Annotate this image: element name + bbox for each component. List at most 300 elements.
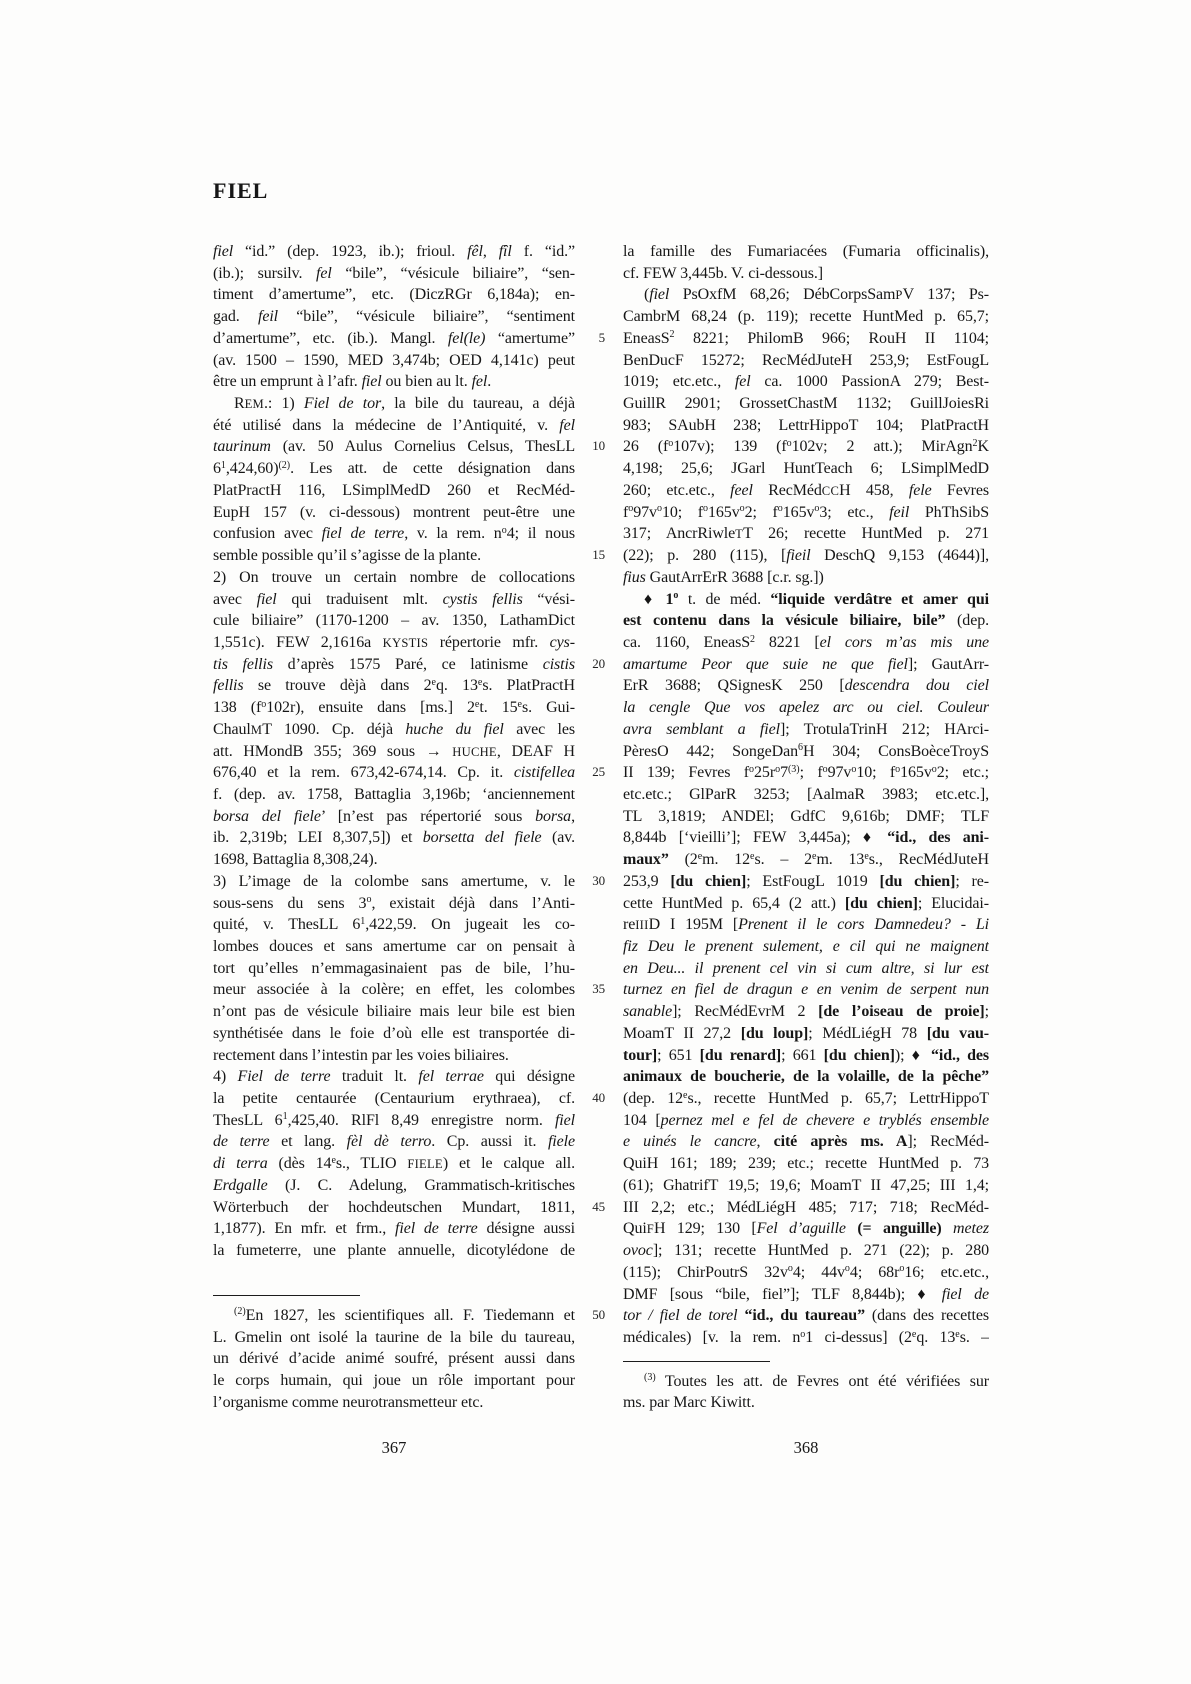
text-segment: di terra (213, 1155, 268, 1173)
text-segment: d’après 1575 Paré, ce latinisme (273, 655, 543, 673)
text-segment: 317; AncrRiwle (623, 525, 736, 543)
text-line (213, 914, 575, 936)
text-segment: tort qu’elles n’emmagasinaient pas de bile, l’hu- (213, 959, 575, 977)
line-number: 25 (592, 764, 605, 780)
text-segment: o (673, 590, 679, 602)
text-segment: f. “id.” (511, 243, 575, 260)
text-line (213, 1218, 575, 1240)
text-segment: sous-sens du sens 3 (213, 894, 367, 912)
text-segment: 8,844b [‘vieilli’]; FEW 3,445a); ♦ (623, 829, 888, 847)
text-segment: [du renard] (699, 1046, 782, 1064)
text-segment: fiel (554, 1111, 575, 1129)
text-segment: ]; GautArr- (907, 655, 989, 673)
text-segment: tor / fiel de torel (623, 1307, 738, 1325)
text-line (213, 393, 575, 415)
text-line (213, 1131, 575, 1153)
text-segment: ca. 1000 PassionA 279; Best- (750, 373, 989, 391)
text-segment: (dep. 12 (623, 1090, 684, 1108)
text-line (623, 502, 989, 524)
text-segment: e (864, 850, 869, 862)
text-segment: (61); GhatrifT 19,5; 19,6; MoamT II 47,25; III 1,4; (623, 1176, 989, 1194)
text-segment: (J. C. Adelung, Grammatisch-kritisches (267, 1176, 575, 1194)
text-segment: meur associée à la colère; en effet, les colombes (213, 981, 575, 999)
text-segment: ,422,59. On jugeait les co- (365, 916, 575, 934)
text-segment: fiel (256, 590, 277, 608)
text-segment: (dans des recettes (864, 1307, 989, 1325)
text-segment: “id., des ani- (887, 829, 989, 847)
text-segment: L. Gmelin ont isolé la taurine de la bile du taureau, (213, 1328, 575, 1346)
text-segment: gad. (213, 308, 258, 326)
text-segment: “id., du taureau” (744, 1307, 865, 1325)
text-line (623, 371, 989, 393)
text-line (623, 436, 989, 458)
text-line (213, 893, 575, 915)
text-segment: 1,1877). En mfr. et frm., (213, 1220, 396, 1238)
text-line (623, 719, 989, 741)
text-line (213, 1392, 575, 1414)
text-segment: II 139; Fevres f (623, 764, 750, 782)
text-segment: 6 (798, 742, 804, 754)
text-segment: ; EstFougL 1019 (746, 872, 880, 890)
text-segment: (2) (278, 459, 291, 471)
text-segment: et lang. (269, 1133, 347, 1151)
text-segment: “id., des (931, 1046, 989, 1064)
text-line (213, 415, 575, 437)
text-line (213, 1305, 575, 1327)
text-line (213, 849, 575, 871)
text-segment: T 1090. Cp. déjà (262, 720, 406, 738)
text-segment: cys- (549, 633, 575, 651)
text-segment: (115); ChirPoutrS 32v (623, 1263, 788, 1281)
text-segment: 4; 68r (849, 1263, 900, 1281)
text-segment: re (623, 916, 636, 934)
text-line (623, 306, 989, 328)
text-segment: semble possible qu’il s’agisse de la plante. (213, 547, 481, 565)
text-segment: q. 13 (916, 1328, 956, 1346)
left-column (213, 241, 575, 1413)
text-segment: borsa (535, 807, 572, 825)
text-line (623, 979, 989, 1001)
text-segment: o (739, 503, 745, 515)
text-line (623, 1175, 989, 1197)
text-line (623, 675, 989, 697)
left-column-text (213, 241, 575, 1262)
text-segment: cette HuntMed p. 65,4 (2 att.) (623, 894, 845, 912)
text-segment: TL 3,1819; ANDEl; GdfC 9,616b; DMF; TLF (623, 807, 989, 825)
text-segment: .: 1) (263, 395, 304, 413)
text-segment: ♦ (644, 590, 666, 608)
text-segment: sanable (623, 1003, 673, 1021)
text-line (623, 480, 989, 502)
text-line (623, 1023, 989, 1045)
right-column (592, 241, 989, 1414)
text-segment: Chaul (213, 720, 251, 738)
text-segment: T 26; recette HuntMed p. 271 (743, 525, 989, 543)
text-segment: f. (dep. av. 1758, Battaglia 3,196b; ‘anciennement (213, 785, 575, 803)
text-segment: fel (734, 373, 751, 391)
text-segment: e (517, 698, 522, 710)
text-line (213, 675, 575, 697)
text-segment: animaux de boucherie, de la volaille, de la pêche” (623, 1068, 989, 1086)
text-segment: fel (316, 264, 332, 282)
text-segment: s. – 2 (754, 851, 812, 869)
text-segment: o (668, 438, 674, 450)
right-footnote-separator (623, 1361, 770, 1362)
text-segment: se trouve dèjà dans 2 (243, 677, 432, 695)
text-line (623, 350, 989, 372)
text-segment: [du vau- (926, 1024, 989, 1042)
text-segment: o (656, 503, 662, 515)
text-segment: fellis (213, 677, 244, 695)
text-segment: att. HMondB 355; 369 sous → (213, 742, 453, 760)
text-segment: o (786, 438, 792, 450)
text-line (213, 545, 575, 567)
text-segment: o (703, 503, 708, 515)
text-line (623, 523, 989, 545)
text-line (213, 306, 575, 328)
text-segment: (av. 1500 – 1590, MED 3,474b; OED 4,141c) peut (213, 351, 575, 369)
text-segment: 10; f (856, 764, 896, 782)
text-segment: Fiel de tor (303, 395, 382, 413)
text-segment: 16; etc.etc., (904, 1263, 989, 1281)
text-line (623, 1392, 989, 1414)
text-line (213, 1110, 575, 1132)
text-segment: s., RecMédJuteH (868, 851, 989, 869)
text-segment: “bile”, “vésicule biliaire”, “sentiment (278, 308, 575, 326)
text-segment: 2 (669, 329, 675, 341)
text-segment: (3) (644, 1372, 656, 1384)
text-segment: PlatPractH 116, LSimplMedD 260 et RecMéd- (213, 481, 575, 499)
text-segment: cistifellea (513, 764, 575, 782)
text-line (213, 871, 575, 893)
text-segment: o (814, 503, 820, 515)
text-segment: cité après ms. A (773, 1133, 908, 1151)
line-number: 15 (592, 547, 605, 563)
text-segment: feil (257, 308, 279, 326)
text-segment: ; (984, 1003, 989, 1021)
text-segment: ); ♦ (894, 1046, 931, 1064)
text-segment: ]; TrotulaTrinH 212; HArci- (779, 720, 989, 738)
text-segment: o (899, 1263, 905, 1275)
text-segment: V 137; Ps- (902, 286, 989, 304)
text-segment: (2 (668, 851, 698, 869)
text-segment: , existait déjà dans l’Anti- (371, 894, 575, 912)
text-segment: ,424,60) (225, 460, 279, 478)
text-segment: (av. (541, 829, 575, 847)
text-segment: 2) On trouve un certain nombre de collocations (213, 568, 575, 586)
text-segment: un dérivé d’acide animé soufré, présent aussi dans (213, 1350, 575, 1368)
text-segment: 1 ci-dessus] (2 (805, 1328, 912, 1346)
text-segment: 107v); 139 (f (673, 438, 787, 456)
text-segment: (3) (787, 763, 800, 775)
text-segment: fieil (786, 547, 811, 565)
text-segment: 2; etc.; (936, 764, 989, 782)
text-segment: [du chien] (879, 872, 956, 890)
text-line (623, 1153, 989, 1175)
text-segment: H 304; ConsBoèceTroyS (803, 742, 989, 760)
text-segment: e (683, 1089, 688, 1101)
text-segment: s. PlatPractH (482, 677, 575, 695)
text-segment: 3; etc., (819, 503, 890, 521)
text-segment: ,425,40. RlFl 8,49 enregistre norm. (287, 1111, 555, 1129)
page-number-right: 368 (793, 1438, 819, 1457)
text-line (213, 784, 575, 806)
text-segment: avra semblant a fiel (623, 720, 780, 738)
text-segment: e uinés le cancre (623, 1133, 757, 1151)
text-segment: ErR 3688; QSignesK 250 [ (623, 677, 845, 695)
text-segment: DeschQ 9,153 (4644)], (810, 547, 989, 565)
text-segment (846, 1220, 857, 1237)
text-segment: o (931, 763, 937, 775)
text-segment: CC (821, 483, 840, 498)
text-segment: PhThSibS (909, 503, 989, 521)
text-segment: médicales) [v. la rem. n (623, 1328, 801, 1346)
text-segment: fiel de (941, 1285, 989, 1303)
text-line (623, 849, 989, 871)
text-segment: amartume Peor que suie ne que fiel (623, 655, 908, 673)
text-line (623, 827, 989, 849)
text-segment: la fumeterre, une plante annuelle, dicotylédone de (213, 1242, 575, 1260)
text-segment: ; 651 (657, 1046, 700, 1064)
text-segment: . (487, 373, 492, 391)
text-segment: ovoc (623, 1242, 653, 1260)
text-segment: ms. par Marc Kiwitt. (623, 1394, 755, 1412)
text-line (623, 1088, 989, 1110)
text-line (623, 914, 989, 936)
text-segment: e (474, 698, 480, 710)
text-segment: ]; RecMédEvrM 2 (672, 1003, 819, 1021)
text-segment: KYSTIS (382, 635, 429, 650)
text-segment: synthétisée dans le foie d’où elle est transportée di- (213, 1024, 575, 1042)
text-line (623, 697, 989, 719)
text-line (623, 1262, 989, 1284)
text-segment: s. – (959, 1328, 989, 1346)
text-segment: confusion avec (213, 525, 322, 543)
text-segment: BenDucF 15272; RecMédJuteH 253,9; EstFougL (623, 351, 989, 369)
text-line (213, 241, 575, 263)
text-line (623, 741, 989, 763)
text-segment: 104 [ (623, 1111, 661, 1129)
text-segment: , (571, 807, 575, 825)
text-line (213, 1348, 575, 1370)
text-segment: ; re- (955, 872, 989, 890)
text-segment: fiel (213, 243, 234, 260)
text-segment: cistis (542, 655, 575, 673)
text-segment: 26 (f (623, 438, 669, 456)
text-segment: RecMéd (752, 481, 822, 499)
text-line (213, 1088, 575, 1110)
left-footnote-separator (213, 1295, 360, 1296)
text-segment: qui traduisent mlt. (276, 590, 443, 608)
text-segment: (av. 50 Aulus Cornelius Celsus, ThesLL (270, 438, 575, 456)
text-line (623, 589, 989, 611)
text-segment: DMF [sous “bile, fiel”]; TLF 8,844b); ♦ (623, 1285, 942, 1303)
text-segment: ) et le calque all. (442, 1155, 575, 1173)
text-segment: 1 (282, 1111, 288, 1123)
text-segment: o (800, 1328, 806, 1340)
text-segment: , (482, 243, 499, 260)
text-segment: 165v (782, 503, 815, 521)
text-line (213, 1240, 575, 1262)
text-segment: 1698, Battaglia 8,308,24). (213, 851, 378, 869)
text-segment: K (977, 438, 989, 456)
text-segment: fiel de terre (395, 1220, 478, 1238)
text-line (213, 632, 575, 654)
text-line (213, 502, 575, 524)
text-segment: la famille des Fumariacées (Fumaria officinalis), (623, 243, 989, 260)
text-segment: de terre (213, 1133, 270, 1151)
text-segment: [du chien] (844, 894, 918, 912)
text-segment: (ib.); sursilv. (213, 264, 317, 282)
text-segment: Toutes les att. de Fevres ont été vérifiées sur (655, 1372, 989, 1390)
text-segment: fèl dè terro (346, 1133, 432, 1151)
text-segment: “vési- (522, 590, 575, 608)
text-segment: 2 (750, 633, 756, 645)
text-segment: été utilisé dans la médecine de l’Antiquité, v. (213, 416, 560, 434)
text-line (623, 393, 989, 415)
text-line (213, 827, 575, 849)
text-segment: 138 (f (213, 699, 262, 717)
text-segment: ]; RecMéd- (907, 1133, 989, 1151)
text-segment: t. de méd. (678, 590, 771, 608)
text-segment: P (895, 288, 903, 303)
right-column-text (623, 241, 989, 1349)
text-segment: descendra dou ciel (844, 677, 989, 695)
text-segment: EneasS (623, 329, 670, 347)
text-segment: QuiH 161; 189; 239; etc.; recette HuntMed p. 73 (623, 1155, 989, 1173)
text-line (213, 350, 575, 372)
text-segment: . Les att. de cette désignation dans (290, 460, 575, 478)
text-segment: fiele (547, 1133, 575, 1151)
text-segment: GuillR 2901; GrossetChastM 1132; GuillJoiesRi (623, 395, 989, 413)
text-segment: quité, v. ThesLL 6 (213, 916, 361, 934)
text-line (623, 545, 989, 567)
text-segment: 4,198; 25,6; JGarl HuntTeach 6; LSimplMedD (623, 460, 989, 478)
text-segment: fiel (361, 373, 382, 391)
text-segment: tis fellis (213, 655, 273, 673)
text-segment: (2) (234, 1306, 246, 1318)
text-segment: fel (559, 416, 575, 434)
text-line (213, 979, 575, 1001)
line-number: 50 (592, 1307, 605, 1323)
text-segment: s. Gui- (521, 699, 575, 717)
text-segment: 676,40 et la rem. 673,42-674,14. Cp. it. (213, 764, 514, 782)
text-line (623, 1240, 989, 1262)
text-segment: o (628, 503, 634, 515)
text-segment: m. 13 (816, 851, 865, 869)
text-segment: fêl (467, 243, 483, 260)
text-segment: Fel d’aguille (756, 1220, 846, 1238)
text-segment: o (501, 524, 507, 536)
text-segment: fele (908, 481, 932, 499)
text-segment: F (646, 1222, 654, 1237)
text-line (213, 1370, 575, 1392)
text-segment: 1019; etc.etc., (623, 373, 735, 391)
text-segment: 253,9 (623, 872, 671, 890)
text-segment: 1 (220, 459, 226, 471)
text-segment: ]; 131; recette HuntMed p. 271 (22); p. 280 (652, 1242, 989, 1260)
line-number: 45 (592, 1198, 605, 1214)
text-line (213, 741, 575, 763)
text-segment: m. 12 (702, 851, 751, 869)
text-segment: fîl (498, 243, 512, 260)
text-segment: d’amertume”, etc. (ib.). Mangl. (213, 329, 448, 347)
text-segment: Wörterbuch der hochdeutschen Mundart, 1811, (213, 1198, 575, 1216)
text-segment: désigne aussi (477, 1220, 575, 1238)
text-segment: FIELE (407, 1157, 443, 1172)
text-segment: M (250, 722, 263, 737)
text-segment: ca. 1160, EneasS (623, 633, 751, 651)
text-line (623, 871, 989, 893)
text-segment: etc.etc.; GlParR 3253; [AalmaR 3983; etc.etc.], (623, 785, 989, 803)
text-segment: en Deu... il prenent cel vin si cum altre, si lur est (623, 959, 989, 977)
text-line (213, 610, 575, 632)
text-segment: 102v; 2 att.); MirAgn (791, 438, 973, 456)
text-segment: o (366, 894, 372, 906)
text-line (213, 958, 575, 980)
text-segment: MoamT II 27,2 (623, 1024, 741, 1042)
text-segment: huche du fiel (405, 720, 504, 738)
text-line (623, 458, 989, 480)
text-segment: 3) L’image de la colombe sans amertume, v. le (213, 872, 575, 890)
text-segment: borsa del fiele (213, 807, 321, 825)
text-segment: En 1827, les scientifiques all. F. Tiedemann et (245, 1306, 575, 1324)
line-number: 35 (592, 981, 605, 997)
text-segment: Prenent il le cors Damnedeu? - Li (738, 916, 989, 934)
text-segment: fel (471, 373, 488, 391)
text-segment: o (775, 763, 781, 775)
text-segment: 165v (900, 764, 932, 782)
text-segment: la cengle Que vos apelez arc ou ciel. Couleur (623, 699, 989, 717)
text-line (213, 1001, 575, 1023)
line-number: 30 (592, 872, 605, 888)
text-line (213, 719, 575, 741)
text-segment: e (750, 850, 755, 862)
right-footnote (623, 1371, 989, 1414)
text-segment: 8221; PhilomB 966; RouH II 1104; (674, 329, 989, 347)
text-line (623, 893, 989, 915)
text-segment: q. 13 (435, 677, 478, 695)
text-segment: f (623, 503, 629, 521)
text-line (623, 1045, 989, 1067)
text-segment: o (844, 1263, 850, 1275)
text-segment: 4) (213, 1068, 238, 1086)
line-number: 10 (592, 438, 605, 454)
text-segment: CambrM 68,24 (p. 119); recette HuntMed p. 65,7; (623, 308, 989, 326)
text-segment: [du chien] (670, 872, 747, 890)
text-segment: “bile”, “vésicule biliaire”, “sen- (331, 264, 575, 282)
text-line (213, 1175, 575, 1197)
text-segment: [du loup] (740, 1024, 809, 1042)
text-segment: ( (644, 286, 650, 304)
text-line (213, 1023, 575, 1045)
text-segment: fiz Deu le prenent sulement, e cil qui ne maignent (623, 938, 989, 955)
text-line (213, 1197, 575, 1219)
text-line (623, 1066, 989, 1088)
text-segment: ; MédLiégH 78 (808, 1024, 927, 1042)
text-line (623, 328, 989, 350)
text-segment: ThesLL 6 (213, 1111, 283, 1129)
text-segment: 97v (633, 503, 657, 521)
text-segment: 4; il nous (506, 525, 575, 543)
text-segment: traduit lt. (330, 1068, 419, 1086)
text-segment: EM (244, 397, 264, 412)
text-segment: H 129; 130 [ (653, 1220, 757, 1238)
text-segment: el cors m’as mis une (819, 633, 989, 651)
text-segment: [du chien] (823, 1046, 895, 1064)
text-segment: répertorie mfr. (428, 633, 550, 651)
line-number: 40 (592, 1090, 605, 1106)
